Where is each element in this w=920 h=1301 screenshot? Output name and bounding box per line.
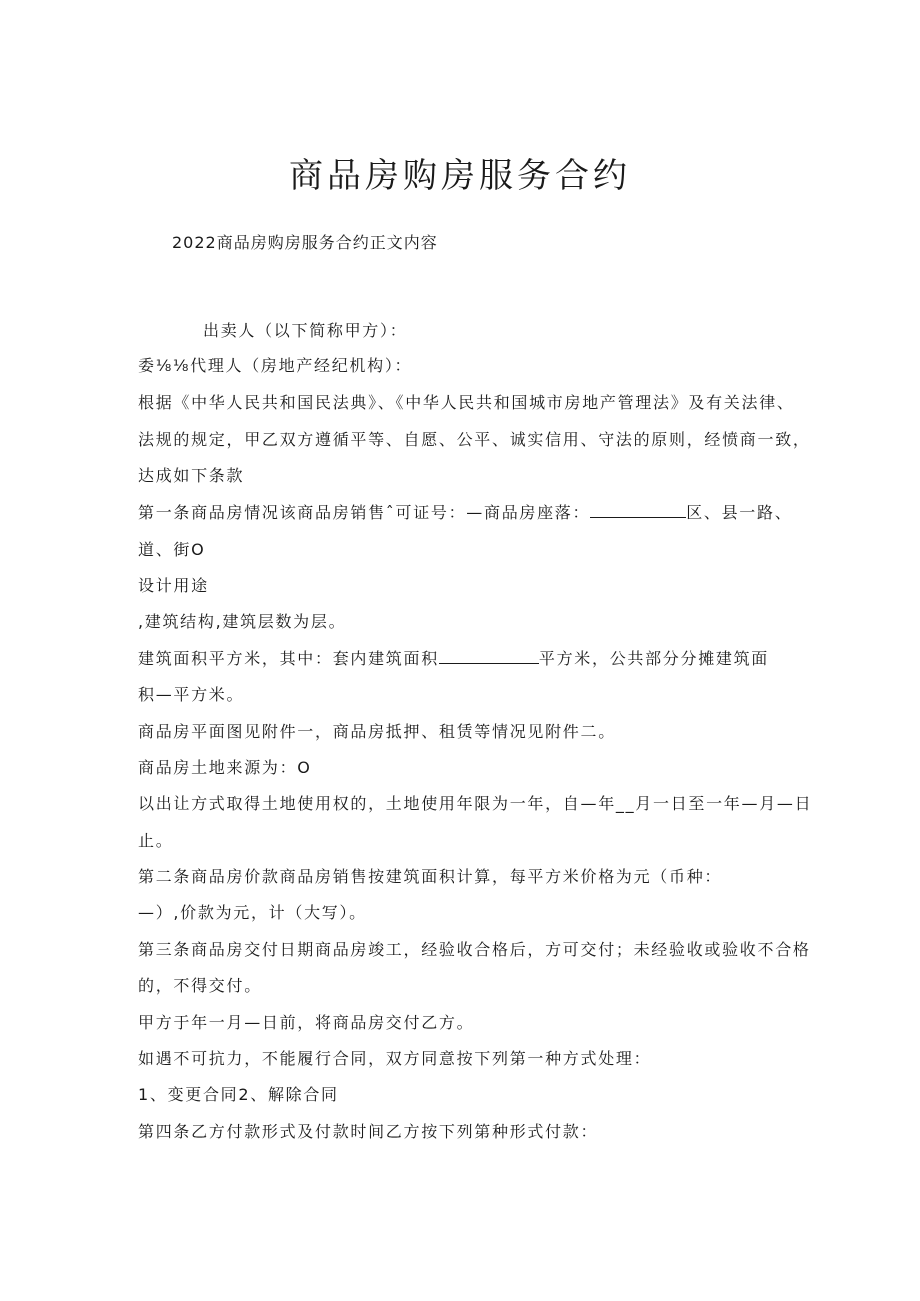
options-line: 1、变更合同2、解除合同 bbox=[138, 1085, 339, 1104]
land-term-line-2: 止。 bbox=[138, 831, 174, 850]
land-source-line: 商品房土地来源为：O bbox=[138, 758, 312, 777]
address-blank bbox=[590, 501, 686, 518]
design-use-line: 设计用途 bbox=[138, 576, 209, 595]
article-1-text-b: 区、县一路、 bbox=[686, 503, 793, 522]
agent-line: 委⅛⅛代理人（房地产经纪机构）： bbox=[138, 356, 413, 375]
area-text-b: 平方米，公共部分分摊建筑面 bbox=[538, 649, 770, 668]
structure-line: ,建筑结构,建筑层数为层。 bbox=[138, 612, 347, 631]
preamble-line-2: 法规的规定，甲乙双方遵循平等、自愿、公平、诚实信用、守法的原则，经愤商一致， bbox=[138, 430, 811, 449]
article-4-line: 第四条乙方付款形式及付款时间乙方按下列第种形式付款： bbox=[138, 1122, 599, 1141]
seller-line: 出卖人（以下简称甲方）： bbox=[203, 321, 408, 340]
preamble-line-3: 达成如下条款 bbox=[138, 466, 245, 485]
article-3-line-1: 第三条商品房交付日期商品房竣工，经验收合格后，方可交付；未经验收或验收不合格 bbox=[138, 940, 811, 959]
article-1-text-a: 第一条商品房情况该商品房销售ˆ可证号：—商品房座落： bbox=[138, 503, 591, 522]
preamble-line-1: 根据《中华人民共和国民法典》、《中华人民共和国城市房地产管理法》及有关法律、 bbox=[138, 393, 795, 412]
article-1-line-1 bbox=[138, 500, 792, 523]
area-text-a: 建筑面积平方米，其中：套内建筑面积 bbox=[138, 649, 439, 668]
article-2-line-1: 第二条商品房价款商品房销售按建筑面积计算，每平方米价格为元（币种： bbox=[138, 867, 723, 886]
article-2-line-2: —）,价款为元，计（大写）。 bbox=[138, 903, 367, 922]
article-3-line-2: 的，不得交付。 bbox=[138, 976, 262, 995]
area-line-2: 积—平方米。 bbox=[138, 685, 245, 704]
document-title: 商品房购房服务合约 bbox=[289, 156, 631, 196]
inner-area-blank bbox=[439, 647, 539, 664]
document-subtitle: 2022商品房购房服务合约正文内容 bbox=[172, 233, 438, 252]
attachments-line: 商品房平面图见附件一，商品房抵押、租赁等情况见附件二。 bbox=[138, 722, 616, 741]
force-majeure-line: 如遇不可抗力，不能履行合同，双方同意按下列第一种方式处理： bbox=[138, 1049, 652, 1068]
article-1-line-2: 道、街O bbox=[138, 540, 206, 559]
land-term-line-1: 以出让方式取得土地使用权的，土地使用年限为一年，自—年__月一日至一年—月—日 bbox=[138, 794, 813, 813]
area-line-1 bbox=[138, 646, 769, 669]
delivery-line: 甲方于年一月—日前，将商品房交付乙方。 bbox=[138, 1013, 475, 1032]
